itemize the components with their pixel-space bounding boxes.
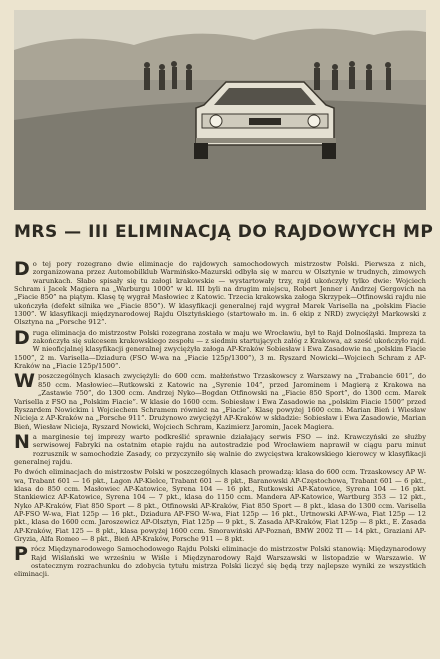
paragraph-2 [14,326,426,371]
dropcap: P [14,543,28,566]
rally-car-photo-icon [14,10,426,210]
article-body [14,260,426,650]
paragraph-3 [14,372,426,430]
dropcap: N [14,430,30,453]
dropcap: D [14,326,30,349]
dropcap: W [14,370,35,393]
headline: MRS — III ELIMINACJĄ DO RAJDOWYCH MP [14,222,434,242]
paragraph-text: o tej pory rozegrano dwie eliminacje do rajdowych samochodowych mistrzostw Polski. Pierwsza z nich, zorganizowana przez Automobilklub Warmińsko-Mazurski odbyła się w marcu w Olsztynie w trudnych, zimowych warunkach. Słabo spisały się tu załogi krakowskie — wystartowały trzy, rajd ukończyły tylko dwie: Wojciech Schram i Jacek Magiera na „Warburgu 1000” w kl. III byli na drugim miejscu, Robert Jenner i Andrzej Gergovich na „Fiacie 850” na piątym. Klasę tę wygrał Masłowiec z Katowic. Trzecia krakowska załoga Skrzypek—Otfinowski rajdu nie ukończyła (defekt silnika we „Fiacie 850”). W klasyfikacji generalnej rajd wygrał Marek Varisella na „polskim Fiacie 1300”. W klasyfikacji międzynarodowej Rajdu Olsztyńskiego (startowało m. in. 6 ekip z NRD) zwyciężył Markowski z Olsztyna na „Porsche 912”. [14,260,426,327]
dropcap: D [14,260,30,280]
paragraph-6 [14,545,426,578]
paragraph-text: rócz Międzynarodowego Samochodowego Rajdu Polski eliminacje do mistrzostw Polski stanowią: Międzynarodowy Rajd Wiślański we wrześniu w Wiśle i Międzynarodowy Rajd Warszawski w listopadzie w Warszawie. W ostatecznym rozrachunku do zdobycia tytułu mistrza Polski liczyć się będą trzy najlepsze wyniki ze wszystkich eliminacji. [14,545,426,579]
rally-car-photo [14,10,426,210]
paragraph-text: poszczególnych klasach zwyciężyli: do 600 ccm. małżeństwo Trzaskowscy z Warszawy na „Trabancie 601”, do 850 ccm. Masłowiec—Rutkowski z Katowic na „Syrenie 104”, przed Jarominem i Magierą z Krakowa na „Zastawie 750”, do 1300 ccm. Andrzej Nyko—Bogdan Otfinowski na „Fiacie 850 Sport”, do 1300 ccm. Marek Varisella z FSO na „Polskim Fiacie”. W klasie do 1600 ccm. Sobiesław i Ewa Zasadowie na „polskim Fiacie 1500” przed Ryszardem Nowickim i Wojciechem Schramem również na „Fiacie”. Klasę powyżej 1600 ccm. Marian Bień i Wiesław Niciejа z AP-Kraków na „Porsche 911”. Drużynowo zwyciężył AP-Kraków w składzie: Sobiesław i Ewa Zasadowie, Marian Bień, Wiesław Niciejа, Ryszard Nowicki, Wojciech Schram, Kazimierz Jaromin, Jacek Magiera. [14,372,426,431]
paragraph-text: a marginesie tej imprezy warto podkreślić sprawnie działający serwis FSO — inż. Krawczyński ze służby serwisowej Fabryki na ostatnim etapie rajdu na autostradzie pod Wrocławiem naprawił w ciągu paru minut rozrusznik w samochodzie Zasady, co przyczyniło się walnie do zwycięstwa krakowskiego kierowcy w klasyfikacji generalnej rajdu. [14,432,426,466]
paragraph-1 [14,260,426,327]
paragraph-5 [14,468,426,543]
paragraph-4 [14,430,426,466]
paragraph-text: ruga eliminacja do mistrzostw Polski rozegrana została w maju we Wrocławiu, był to Rajd Dolnośląski. Impreza ta zakończyła się sukcesem krakowskiego zespołu — z siedmiu startujących załóg z Krakowa, aż sześć ukończyło rajd. W nieoficjalnej klasyfikacji generalnej zwyciężyła załoga AP-Kraków Sobiesław i Ewa Zasadowie na „polskim Fiacie 1500”, 2 m. Varisella—Dziadura (FSO W-wa na „Fiacie 125p/1300”), 3 m. Ryszard Nowicki—Wojciech Schram z AP-Kraków na „Fiacie 125p/1500”. [14,328,426,371]
paragraph-text: Po dwóch eliminacjach do mistrzostw Polski w poszczególnych klasach prowadzą: klasa do 600 ccm. Trzaskowscy AP W-wa, Trabant 601 — 16 pkt., Lagon AP-Kielce, Trabant 601 — 8 pkt., Baranowski AP-Częstochowa, Trabant 601 — 6 pkt., klasa do 850 ccm. Masłowiec AP-Katowice, Syrena 104 — 16 pkt., Rutkowski AP-Katowice, Syrena 104 — 16 pkt. Stankiewicz AP-Katowice, Syrena 104 — 7 pkt., klasa do 1150 ccm. Mandera AP-Katowice, Wartburg 353 — 12 pkt., Nyko AP-Kraków, Fiat 850 Sport — 8 pkt., Otfinowski AP-Kraków, Fiat 850 Sport — 8 pkt., klasa do 1300 ccm. Varisella AP-FSO W-wa, Fiat 125p — 16 pkt., Dziadura AP-FSO W-wa, Fiat 125p — 16 pkt., Urtnowski AP-W-wa, Fiat 125p — 12 pkt., klasa do 1600 ccm. Jaroszewicz AP-Olsztyn, Fiat 125p — 9 pkt., S. Zasada AP-Kraków, Fiat 125p — 8 pkt., E. Zasada AP-Kraków, Fiat 125 — 8 pkt., klasa powyżej 1600 ccm. Smorawiński AP-Poznań, BMW 2002 TI — 14 pkt., Graziani AP-Gryzia, Alfa Romeo — 8 pkt., Bień AP-Kraków, Porsche 911 — 8 pkt. [14,468,426,543]
